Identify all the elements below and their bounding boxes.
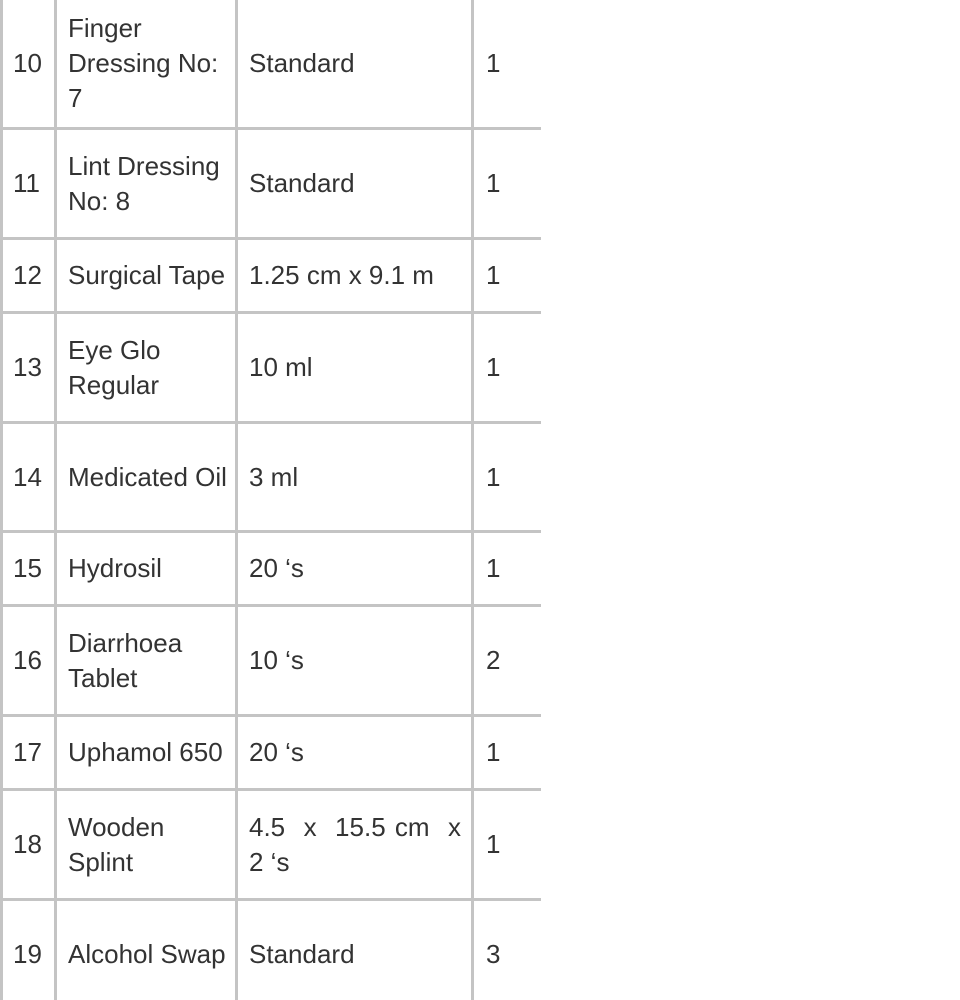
item-size-cell: Standard — [237, 0, 473, 129]
item-size-cell: Standard — [237, 900, 473, 1000]
item-name-cell: Wooden Splint — [56, 790, 237, 900]
item-number-cell: 17 — [2, 716, 56, 790]
table-row — [2, 900, 542, 1000]
item-size-cell: 4.5 x 15.5 cm x 2 ‘s — [237, 790, 473, 900]
item-name-cell: Eye Glo Regular — [56, 313, 237, 423]
item-quantity-cell: 1 — [473, 129, 542, 239]
item-quantity-cell: 1 — [473, 239, 542, 313]
item-quantity-cell: 3 — [473, 900, 542, 1000]
item-number-cell: 12 — [2, 239, 56, 313]
item-size-cell: 1.25 cm x 9.1 m — [237, 239, 473, 313]
item-quantity-cell: 1 — [473, 313, 542, 423]
table-row — [2, 532, 542, 606]
item-size-cell: 3 ml — [237, 423, 473, 532]
item-name-cell: Surgical Tape — [56, 239, 237, 313]
item-size-cell: 10 ‘s — [237, 606, 473, 716]
item-name-cell: Medicated Oil — [56, 423, 237, 532]
item-number-cell: 18 — [2, 790, 56, 900]
item-name-cell: Lint Dressing No: 8 — [56, 129, 237, 239]
item-quantity-cell: 1 — [473, 423, 542, 532]
table-row — [2, 716, 542, 790]
item-quantity-cell: 1 — [473, 0, 542, 129]
table-row — [2, 790, 542, 900]
item-quantity-cell: 1 — [473, 532, 542, 606]
table-row — [2, 313, 542, 423]
table-row — [2, 129, 542, 239]
item-number-cell: 19 — [2, 900, 56, 1000]
table-row — [2, 0, 542, 129]
item-quantity-cell: 1 — [473, 790, 542, 900]
item-size-cell: 20 ‘s — [237, 716, 473, 790]
item-number-cell: 11 — [2, 129, 56, 239]
table-row — [2, 423, 542, 532]
item-number-cell: 16 — [2, 606, 56, 716]
item-name-cell: Alcohol Swap — [56, 900, 237, 1000]
table-row — [2, 239, 542, 313]
item-number-cell: 10 — [2, 0, 56, 129]
item-size-cell: Standard — [237, 129, 473, 239]
item-size-cell: 10 ml — [237, 313, 473, 423]
item-number-cell: 15 — [2, 532, 56, 606]
table-row — [2, 606, 542, 716]
item-quantity-cell: 1 — [473, 716, 542, 790]
item-name-cell: Finger Dressing No: 7 — [56, 0, 237, 129]
item-size-cell: 20 ‘s — [237, 532, 473, 606]
item-number-cell: 14 — [2, 423, 56, 532]
item-name-cell: Hydrosil — [56, 532, 237, 606]
item-name-cell: Uphamol 650 — [56, 716, 237, 790]
item-name-cell: Diarrhoea Tablet — [56, 606, 237, 716]
item-number-cell: 13 — [2, 313, 56, 423]
item-quantity-cell: 2 — [473, 606, 542, 716]
